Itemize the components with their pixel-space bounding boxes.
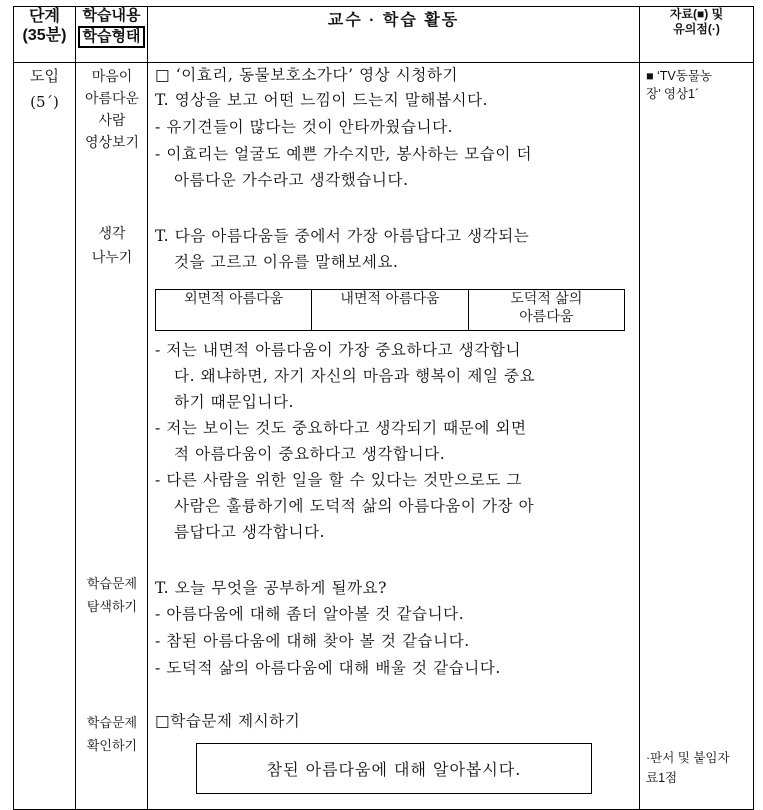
beauty-categories-table	[155, 289, 625, 331]
activity-line: 하기 때문입니다.	[174, 393, 295, 411]
activity-line: - 이효리는 얼굴도 예쁜 가수지만, 봉사하는 모습이 더	[155, 145, 533, 163]
content-header	[76, 7, 148, 63]
activity-header-label: 교수 · 학습 활동	[327, 12, 460, 29]
header-row	[14, 7, 754, 63]
form-header-label: 학습형태	[78, 26, 146, 47]
learning-goal-text: 참된 아름다움에 대해 알아봅시다.	[266, 760, 522, 779]
activity-line: □ ‘이효리, 동물보호소가다’ 영상 시청하기	[155, 66, 459, 84]
body-row	[14, 63, 754, 810]
activity-line: - 저는 보이는 것도 중요하다고 생각되기 때문에 외면	[155, 419, 527, 437]
topic-label: 생각	[98, 226, 126, 242]
activity-line: 것을 고르고 이유를 말해보세요.	[174, 253, 399, 271]
category-moral-line: 도덕적 삶의	[510, 291, 583, 307]
activity-line: - 아름다움에 대해 좀더 알아볼 것 같습니다.	[155, 605, 465, 623]
learning-goal-box	[196, 743, 592, 794]
activity-line: - 유기견들이 많다는 것이 안타까웠습니다.	[155, 118, 454, 136]
activity-line: 사람은 훌륭하기에 도덕적 삶의 아름다움이 가장 아	[174, 497, 535, 515]
material-line: ·판서 및 붙임자	[646, 751, 730, 765]
topic-label: 아름다운	[84, 91, 140, 107]
activity-cell	[148, 63, 640, 810]
topic-label: 학습문제	[86, 576, 138, 591]
activity-line: T. 오늘 무엇을 공부하게 될까요?	[155, 579, 388, 597]
stage-cell	[14, 63, 76, 810]
activity-line: T. 영상을 보고 어떤 느낌이 드는지 말해봅시다.	[155, 91, 489, 109]
stage-header-time: (35분)	[22, 27, 67, 45]
category-inner-beauty: 내면적 아름다움	[312, 290, 468, 331]
activity-line: - 도덕적 삶의 아름다움에 대해 배울 것 같습니다.	[155, 659, 501, 677]
materials-header	[640, 7, 754, 63]
topic-label: 마음이	[91, 69, 133, 85]
stage-time: (5´)	[30, 93, 59, 111]
category-moral-beauty	[468, 290, 624, 331]
activity-line: - 참된 아름다움에 대해 찾아 볼 것 같습니다.	[155, 632, 470, 650]
content-header-label: 학습내용	[82, 7, 141, 24]
activity-line: 름답다고 생각합니다.	[174, 523, 326, 541]
activity-line: 적 아름다움이 중요하다고 생각합니다.	[174, 445, 446, 463]
activity-header	[148, 7, 640, 63]
materials-header-label: 자료(■) 및	[669, 7, 724, 21]
topic-label: 나누기	[91, 250, 133, 266]
activity-line: T. 다음 아름다움들 중에서 가장 아름답다고 생각되는	[155, 227, 530, 245]
stage-name: 도입	[30, 67, 59, 85]
topic-label: 학습문제	[86, 715, 138, 730]
stage-header	[14, 7, 76, 63]
topic-label: 탐색하기	[86, 599, 138, 614]
topic-label: 영상보기	[84, 135, 140, 151]
material-line: ■ ‘TV동물농	[646, 69, 712, 83]
topic-cell	[76, 63, 148, 810]
topic-label: 사람	[98, 113, 126, 129]
stage-header-label: 단계	[29, 8, 60, 25]
activity-line: - 저는 내면적 아름다움이 가장 중요하다고 생각합니	[155, 341, 522, 359]
activity-line: 다. 왜냐하면, 자기 자신의 마음과 행복이 제일 중요	[174, 367, 536, 385]
category-moral-line: 아름다움	[519, 309, 574, 325]
category-outer-beauty: 외면적 아름다움	[156, 290, 312, 331]
lesson-plan-table	[13, 6, 754, 810]
activity-line: - 다른 사람을 위한 일을 할 수 있다는 것만으로도 그	[155, 471, 523, 489]
material-line: 료1점	[646, 771, 678, 785]
materials-cell	[640, 63, 754, 810]
activity-line: □학습문제 제시하기	[155, 712, 301, 730]
material-line: 장’ 영상1´	[646, 87, 700, 101]
activity-line: 아름다운 가수라고 생각했습니다.	[174, 171, 409, 189]
topic-label: 확인하기	[86, 738, 138, 753]
notes-header-label: 유의점(·)	[673, 22, 720, 36]
